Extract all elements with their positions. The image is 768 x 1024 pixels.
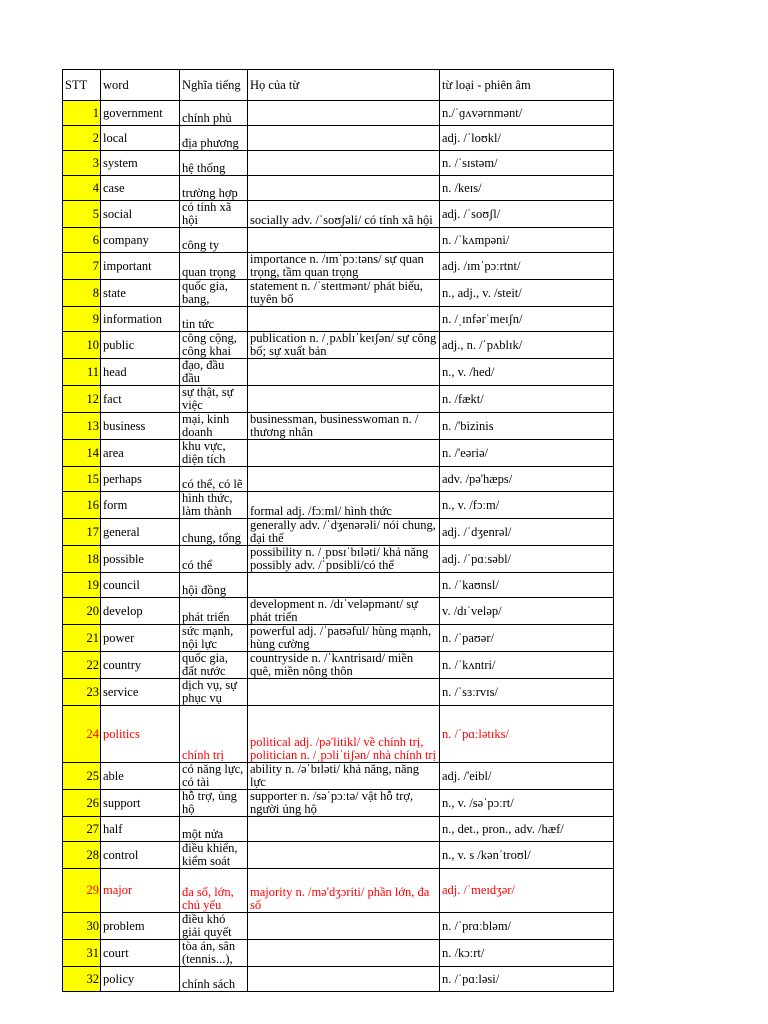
row-number: 14 xyxy=(63,440,101,467)
row-meaning-text: chính phủ xyxy=(182,112,232,125)
row-meaning xyxy=(180,151,248,176)
row-family xyxy=(248,940,440,967)
table-row xyxy=(63,679,614,706)
row-number: 19 xyxy=(63,573,101,598)
table-row xyxy=(63,817,614,842)
row-word: country xyxy=(101,652,180,679)
table-row xyxy=(63,573,614,598)
row-word: local xyxy=(101,126,180,151)
row-meaning xyxy=(180,519,248,546)
row-family-text: publication n. /ˌpʌblɪˈkeɪʃən/ sự công bố; sự xuất bản xyxy=(250,332,437,358)
row-number: 29 xyxy=(63,869,101,913)
row-meaning-text: chính sách xyxy=(182,978,236,991)
row-meaning xyxy=(180,386,248,413)
row-number: 21 xyxy=(63,625,101,652)
header-row xyxy=(63,70,614,101)
table-body xyxy=(63,70,614,992)
row-family xyxy=(248,201,440,228)
row-number: 1 xyxy=(63,101,101,126)
row-number: 32 xyxy=(63,967,101,992)
row-word: information xyxy=(101,307,180,332)
row-family xyxy=(248,817,440,842)
row-meaning-text: hệ thống xyxy=(182,162,226,175)
row-family xyxy=(248,492,440,519)
row-family-text: supporter n. /səˈpɔːtə/ vật hỗ trợ, người ủng hộ xyxy=(250,790,414,816)
row-meaning-text: điều khiển, kiểm soát xyxy=(182,842,238,868)
table-row xyxy=(63,307,614,332)
header-pos: từ loại - phiên âm xyxy=(440,70,614,101)
row-family xyxy=(248,652,440,679)
table-row xyxy=(63,625,614,652)
row-pos: n. /ˌɪnfərˈmeɪʃn/ xyxy=(440,307,614,332)
row-family-text: businessman, businesswoman n. / thương nhân xyxy=(250,413,419,439)
row-meaning xyxy=(180,201,248,228)
row-meaning xyxy=(180,842,248,869)
table-row xyxy=(63,598,614,625)
row-word: perhaps xyxy=(101,467,180,492)
row-number: 28 xyxy=(63,842,101,869)
row-pos: n. /'eəriə/ xyxy=(440,440,614,467)
row-word: major xyxy=(101,869,180,913)
row-word: possible xyxy=(101,546,180,573)
row-meaning xyxy=(180,598,248,625)
row-family xyxy=(248,706,440,763)
row-pos: n. /'bizinis xyxy=(440,413,614,440)
row-meaning xyxy=(180,546,248,573)
row-family xyxy=(248,126,440,151)
row-meaning xyxy=(180,940,248,967)
row-pos: adj. /ˈsoʊʃl/ xyxy=(440,201,614,228)
row-pos: n., v. /hed/ xyxy=(440,359,614,386)
row-family xyxy=(248,386,440,413)
row-meaning xyxy=(180,763,248,790)
row-word: service xyxy=(101,679,180,706)
row-number: 2 xyxy=(63,126,101,151)
row-word: half xyxy=(101,817,180,842)
row-number: 10 xyxy=(63,332,101,359)
row-meaning xyxy=(180,101,248,126)
row-pos: n. /ˈprɑːbləm/ xyxy=(440,913,614,940)
row-meaning xyxy=(180,869,248,913)
row-family-text: ability n. /əˈbɪləti/ khả năng, năng lực xyxy=(250,763,420,789)
row-meaning-text: tòa án, sân (tennis...), xyxy=(182,940,236,966)
row-meaning xyxy=(180,307,248,332)
row-word: important xyxy=(101,253,180,280)
row-family-text: countryside n. /ˈkʌntrisaɪd/ miền quê, miền nông thôn xyxy=(250,652,414,678)
row-meaning-text: quan trọng xyxy=(182,266,236,279)
row-number: 6 xyxy=(63,228,101,253)
row-number: 9 xyxy=(63,307,101,332)
row-family xyxy=(248,573,440,598)
row-word: fact xyxy=(101,386,180,413)
row-family-text: generally adv. /ˈdʒenərəli/ nói chung, đại thể xyxy=(250,519,436,545)
row-pos: n. /keɪs/ xyxy=(440,176,614,201)
table-row xyxy=(63,253,614,280)
table-row xyxy=(63,151,614,176)
row-meaning-text: quốc gia, đất nước xyxy=(182,652,228,678)
row-family xyxy=(248,253,440,280)
row-family xyxy=(248,967,440,992)
row-word: government xyxy=(101,101,180,126)
row-number: 16 xyxy=(63,492,101,519)
row-family-text: statement n. /ˈsteɪtmənt/ phát biểu, tuyên bố xyxy=(250,280,423,306)
header-word: word xyxy=(101,70,180,101)
row-pos: n. /ˈkʌmpəni/ xyxy=(440,228,614,253)
table-row xyxy=(63,126,614,151)
row-word: problem xyxy=(101,913,180,940)
table-row xyxy=(63,967,614,992)
row-number: 30 xyxy=(63,913,101,940)
row-word: company xyxy=(101,228,180,253)
row-family xyxy=(248,101,440,126)
table-row xyxy=(63,652,614,679)
row-word: support xyxy=(101,790,180,817)
row-meaning xyxy=(180,280,248,307)
row-number: 7 xyxy=(63,253,101,280)
row-family xyxy=(248,598,440,625)
row-meaning-text: có năng lực, có tài xyxy=(182,763,244,789)
row-family-text: importance n. /ɪmˈpɔːtəns/ sự quan trọng, tầm quan trọng xyxy=(250,253,424,279)
row-meaning xyxy=(180,790,248,817)
row-pos: adj. /'eibl/ xyxy=(440,763,614,790)
row-meaning-text: công cộng, công khai xyxy=(182,332,237,358)
row-pos: n., det., pron., adv. /hæf/ xyxy=(440,817,614,842)
table-row xyxy=(63,359,614,386)
row-word: public xyxy=(101,332,180,359)
table-row xyxy=(63,546,614,573)
row-pos: n. /ˈpaʊər/ xyxy=(440,625,614,652)
table-row xyxy=(63,201,614,228)
row-number: 22 xyxy=(63,652,101,679)
row-number: 15 xyxy=(63,467,101,492)
row-pos: n., v. /səˈpɔːrt/ xyxy=(440,790,614,817)
table-row xyxy=(63,413,614,440)
row-number: 26 xyxy=(63,790,101,817)
row-meaning-text: chung, tổng xyxy=(182,532,242,545)
row-meaning-text: phát triển xyxy=(182,611,230,624)
row-pos: n. /ˈkaʊnsl/ xyxy=(440,573,614,598)
row-family xyxy=(248,869,440,913)
row-family-text: formal adj. /fɔːml/ hình thức xyxy=(250,505,392,518)
row-number: 24 xyxy=(63,706,101,763)
table-row xyxy=(63,176,614,201)
row-family xyxy=(248,913,440,940)
row-family-text: socially adv. /ˈsoʊʃəli/ có tính xã hội xyxy=(250,214,433,227)
row-meaning-text: điều khó giải quyết xyxy=(182,913,232,939)
row-number: 31 xyxy=(63,940,101,967)
row-meaning-text: một nửa xyxy=(182,828,224,841)
row-pos: n./ˈɡʌvərnmənt/ xyxy=(440,101,614,126)
row-pos: adj. /ˈloʊkl/ xyxy=(440,126,614,151)
row-family xyxy=(248,790,440,817)
row-meaning-text: dịch vụ, sự phục vụ xyxy=(182,679,238,705)
table-row xyxy=(63,440,614,467)
row-meaning-text: hỗ trợ, ủng hộ xyxy=(182,790,237,816)
row-meaning-text: hình thức, làm thành xyxy=(182,492,233,518)
row-meaning xyxy=(180,176,248,201)
row-family xyxy=(248,151,440,176)
table-row xyxy=(63,228,614,253)
row-word: control xyxy=(101,842,180,869)
row-number: 8 xyxy=(63,280,101,307)
row-meaning-text: có thể, có lẽ xyxy=(182,478,243,491)
row-meaning xyxy=(180,253,248,280)
row-number: 20 xyxy=(63,598,101,625)
row-meaning xyxy=(180,913,248,940)
row-meaning xyxy=(180,126,248,151)
row-family xyxy=(248,625,440,652)
header-family: Họ của từ xyxy=(248,70,440,101)
row-pos: n. /kɔːrt/ xyxy=(440,940,614,967)
row-family xyxy=(248,413,440,440)
table-row xyxy=(63,913,614,940)
row-meaning xyxy=(180,332,248,359)
row-meaning-text: hội đồng xyxy=(182,584,227,597)
row-meaning-text: tin tức xyxy=(182,318,215,331)
row-pos: n., v. s /kənˈtroʊl/ xyxy=(440,842,614,869)
row-family-text: powerful adj. /ˈpaʊəful/ hùng mạnh, hùng cường xyxy=(250,625,432,651)
row-word: able xyxy=(101,763,180,790)
row-family xyxy=(248,440,440,467)
row-family xyxy=(248,679,440,706)
row-pos: n., v. /fɔːm/ xyxy=(440,492,614,519)
row-number: 17 xyxy=(63,519,101,546)
row-meaning-text: sức mạnh, nội lực xyxy=(182,625,234,651)
row-meaning xyxy=(180,625,248,652)
row-meaning xyxy=(180,492,248,519)
row-pos: adj., n. /ˈpʌblɪk/ xyxy=(440,332,614,359)
row-meaning xyxy=(180,359,248,386)
row-meaning xyxy=(180,967,248,992)
row-pos: n. /ˈpɑːlətɪks/ xyxy=(440,706,614,763)
row-meaning-text: đa số, lớn, chủ yếu xyxy=(182,886,234,912)
row-family xyxy=(248,763,440,790)
row-family xyxy=(248,467,440,492)
row-meaning-text: trường hợp xyxy=(182,187,238,200)
table-row xyxy=(63,763,614,790)
row-word: power xyxy=(101,625,180,652)
row-meaning xyxy=(180,228,248,253)
row-family xyxy=(248,842,440,869)
row-pos: v. /dɪˈveləp/ xyxy=(440,598,614,625)
table-row xyxy=(63,101,614,126)
row-meaning xyxy=(180,679,248,706)
header-meaning: Nghĩa tiếng xyxy=(180,70,248,101)
row-family-text: possibility n. /ˌpɒsɪˈbɪləti/ khả năng possibly adv. /ˈpɒsibli/có thể xyxy=(250,546,429,572)
row-word: system xyxy=(101,151,180,176)
row-word: state xyxy=(101,280,180,307)
row-number: 25 xyxy=(63,763,101,790)
header-stt: STT xyxy=(63,70,101,101)
row-pos: adv. /pə'hæps/ xyxy=(440,467,614,492)
row-word: case xyxy=(101,176,180,201)
row-number: 5 xyxy=(63,201,101,228)
row-word: council xyxy=(101,573,180,598)
row-number: 12 xyxy=(63,386,101,413)
row-meaning xyxy=(180,413,248,440)
row-family xyxy=(248,280,440,307)
row-pos: n. /ˈsɜːrvɪs/ xyxy=(440,679,614,706)
row-word: develop xyxy=(101,598,180,625)
table-row xyxy=(63,519,614,546)
row-pos: n. /ˈpɑːləsi/ xyxy=(440,967,614,992)
table-row xyxy=(63,869,614,913)
table-row xyxy=(63,492,614,519)
row-meaning xyxy=(180,652,248,679)
table-row xyxy=(63,280,614,307)
row-pos: n. /ˈkʌntri/ xyxy=(440,652,614,679)
row-word: court xyxy=(101,940,180,967)
row-pos: adj. /ˈmeɪdʒər/ xyxy=(440,869,614,913)
row-pos: adj. /ˈdʒenrəl/ xyxy=(440,519,614,546)
row-pos: adj. /ˈpɑːsəbl/ xyxy=(440,546,614,573)
row-meaning-text: có tính xã hội xyxy=(182,201,232,227)
row-meaning-text: có thể xyxy=(182,559,213,572)
row-family xyxy=(248,332,440,359)
row-family xyxy=(248,228,440,253)
row-number: 13 xyxy=(63,413,101,440)
row-family-text: development n. /dɪˈveləpmənt/ sự phát triển xyxy=(250,598,418,624)
table-row xyxy=(63,790,614,817)
row-number: 18 xyxy=(63,546,101,573)
table-row xyxy=(63,332,614,359)
table-row xyxy=(63,467,614,492)
row-meaning xyxy=(180,706,248,763)
row-meaning xyxy=(180,467,248,492)
row-pos: n. /ˈsɪstəm/ xyxy=(440,151,614,176)
row-number: 11 xyxy=(63,359,101,386)
row-meaning xyxy=(180,440,248,467)
row-pos: n. /fækt/ xyxy=(440,386,614,413)
row-word: business xyxy=(101,413,180,440)
row-word: policy xyxy=(101,967,180,992)
row-family xyxy=(248,359,440,386)
row-family xyxy=(248,519,440,546)
row-word: general xyxy=(101,519,180,546)
table-row xyxy=(63,706,614,763)
row-meaning-text: sự thật, sự việc xyxy=(182,386,234,412)
row-meaning xyxy=(180,573,248,598)
row-family xyxy=(248,307,440,332)
row-meaning-text: mại, kinh doanh xyxy=(182,413,230,439)
row-meaning-text: công ty xyxy=(182,239,220,252)
row-family xyxy=(248,176,440,201)
row-number: 3 xyxy=(63,151,101,176)
row-word: social xyxy=(101,201,180,228)
table-row xyxy=(63,842,614,869)
row-meaning-text: đạo, đầu đầu xyxy=(182,359,225,385)
row-meaning-text: địa phương xyxy=(182,137,239,150)
row-number: 23 xyxy=(63,679,101,706)
vocabulary-table xyxy=(62,69,614,992)
row-word: politics xyxy=(101,706,180,763)
row-meaning xyxy=(180,817,248,842)
row-meaning-text: khu vực, diện tích xyxy=(182,440,226,466)
row-number: 4 xyxy=(63,176,101,201)
row-meaning-text: chính trị xyxy=(182,749,225,762)
row-family xyxy=(248,546,440,573)
row-pos: adj. /ɪmˈpɔːrtnt/ xyxy=(440,253,614,280)
table-row xyxy=(63,386,614,413)
row-word: form xyxy=(101,492,180,519)
row-number: 27 xyxy=(63,817,101,842)
table-row xyxy=(63,940,614,967)
row-meaning-text: quốc gia, bang, xyxy=(182,280,228,306)
row-word: area xyxy=(101,440,180,467)
row-word: head xyxy=(101,359,180,386)
row-pos: n., adj., v. /steit/ xyxy=(440,280,614,307)
row-family-text: political adj. /pə'litikl/ về chính trị, politician n. /ˌpɔliˈtiʃən/ nhà chính trị xyxy=(250,736,437,762)
row-family-text: majority n. /mə'dʒɔriti/ phần lớn, đa số xyxy=(250,886,430,912)
